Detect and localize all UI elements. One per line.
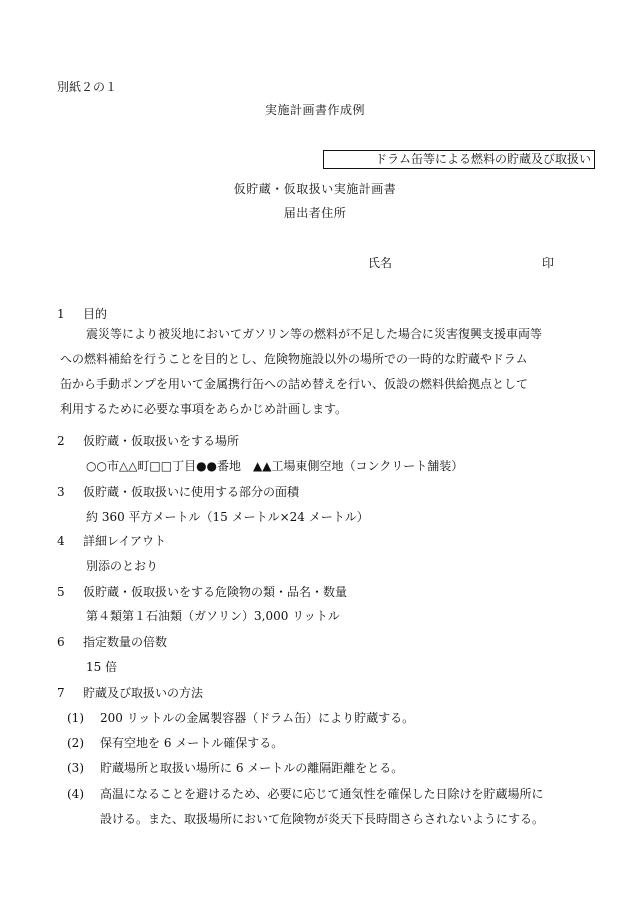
section-number: 6 xyxy=(57,635,65,649)
category-box: ドラム缶等による燃料の貯蔵及び取扱い xyxy=(323,150,595,169)
section-1-heading xyxy=(57,306,107,322)
section-7-item-4-continuation: 設ける。また、取扱場所において危険物が炎天下長時間さらされないようにする。 xyxy=(100,812,545,826)
paragraph-line: 缶から手動ポンプを用いて金属携行缶への詰め替えを行い、仮設の燃料供給拠点として xyxy=(60,377,529,391)
section-title: 仮貯蔵・仮取扱いをする場所 xyxy=(83,434,240,448)
section-title: 仮貯蔵・仮取扱いに使用する部分の面積 xyxy=(83,485,300,499)
section-1-paragraph xyxy=(60,322,600,422)
section-title: 貯蔵及び取扱いの方法 xyxy=(83,686,204,700)
section-title: 指定数量の倍数 xyxy=(83,635,168,649)
section-7-item-3 xyxy=(67,760,403,776)
section-3-body: 約 360 平方メートル（15 メートル×24 メートル） xyxy=(86,510,369,524)
section-7-heading xyxy=(57,685,203,701)
paragraph-line: 震災等により被災地においてガソリン等の燃料が不足した場合に災害復興支援車両等 xyxy=(86,327,543,341)
item-number: (4) xyxy=(67,787,84,801)
section-number: 1 xyxy=(57,307,65,321)
section-7-item-2 xyxy=(67,735,283,751)
section-7-item-1 xyxy=(67,710,414,726)
item-text: 保有空地を 6 メートル確保する。 xyxy=(100,736,284,750)
paragraph-line: 利用するために必要な事項をあらかじめ計画します。 xyxy=(60,402,348,416)
section-6-heading xyxy=(57,634,167,650)
section-5-body: 第４類第１石油類（ガソリン）3,000 リットル xyxy=(86,609,340,623)
section-2-heading xyxy=(57,433,239,449)
applicant-address-label: 届出者住所 xyxy=(283,206,347,220)
section-2-body: ○○市△△町□□丁目●●番地 ▲▲工場東側空地（コンクリート舗装） xyxy=(86,459,464,473)
section-number: 3 xyxy=(57,485,65,499)
section-number: 5 xyxy=(57,585,65,599)
seal-label: 印 xyxy=(542,256,555,270)
section-number: 4 xyxy=(57,534,65,548)
section-5-heading xyxy=(57,584,347,600)
section-6-body: 15 倍 xyxy=(86,660,118,674)
example-title: 実施計画書作成例 xyxy=(264,103,365,117)
section-4-heading xyxy=(57,533,166,549)
item-number: (2) xyxy=(67,736,84,750)
item-text: 高温になることを避けるため、必要に応じて通気性を確保した日除けを貯蔵場所に xyxy=(100,787,544,801)
section-title: 詳細レイアウト xyxy=(83,534,167,548)
section-title: 仮貯蔵・仮取扱いをする危険物の類・品名・数量 xyxy=(83,585,348,599)
section-7-item-4 xyxy=(67,786,544,802)
item-number: (3) xyxy=(67,761,84,775)
document-title: 仮貯蔵・仮取扱い実施計画書 xyxy=(233,182,397,196)
section-title: 目的 xyxy=(83,307,108,321)
section-number: 2 xyxy=(57,434,65,448)
item-number: (1) xyxy=(67,711,84,725)
item-text: 200 リットルの金属製容器（ドラム缶）により貯蔵する。 xyxy=(100,711,415,725)
name-label: 氏名 xyxy=(368,256,393,270)
paragraph-line: への燃料補給を行うことを目的とし、危険物施設以外の場所での一時的な貯蔵やドラム xyxy=(60,352,528,366)
attachment-label: 別紙２の１ xyxy=(57,80,118,94)
section-4-body: 別添のとおり xyxy=(86,559,159,573)
section-number: 7 xyxy=(57,686,65,700)
item-text: 貯蔵場所と取扱い場所に 6 メートルの離隔距離をとる。 xyxy=(100,761,404,775)
section-3-heading xyxy=(57,484,299,500)
